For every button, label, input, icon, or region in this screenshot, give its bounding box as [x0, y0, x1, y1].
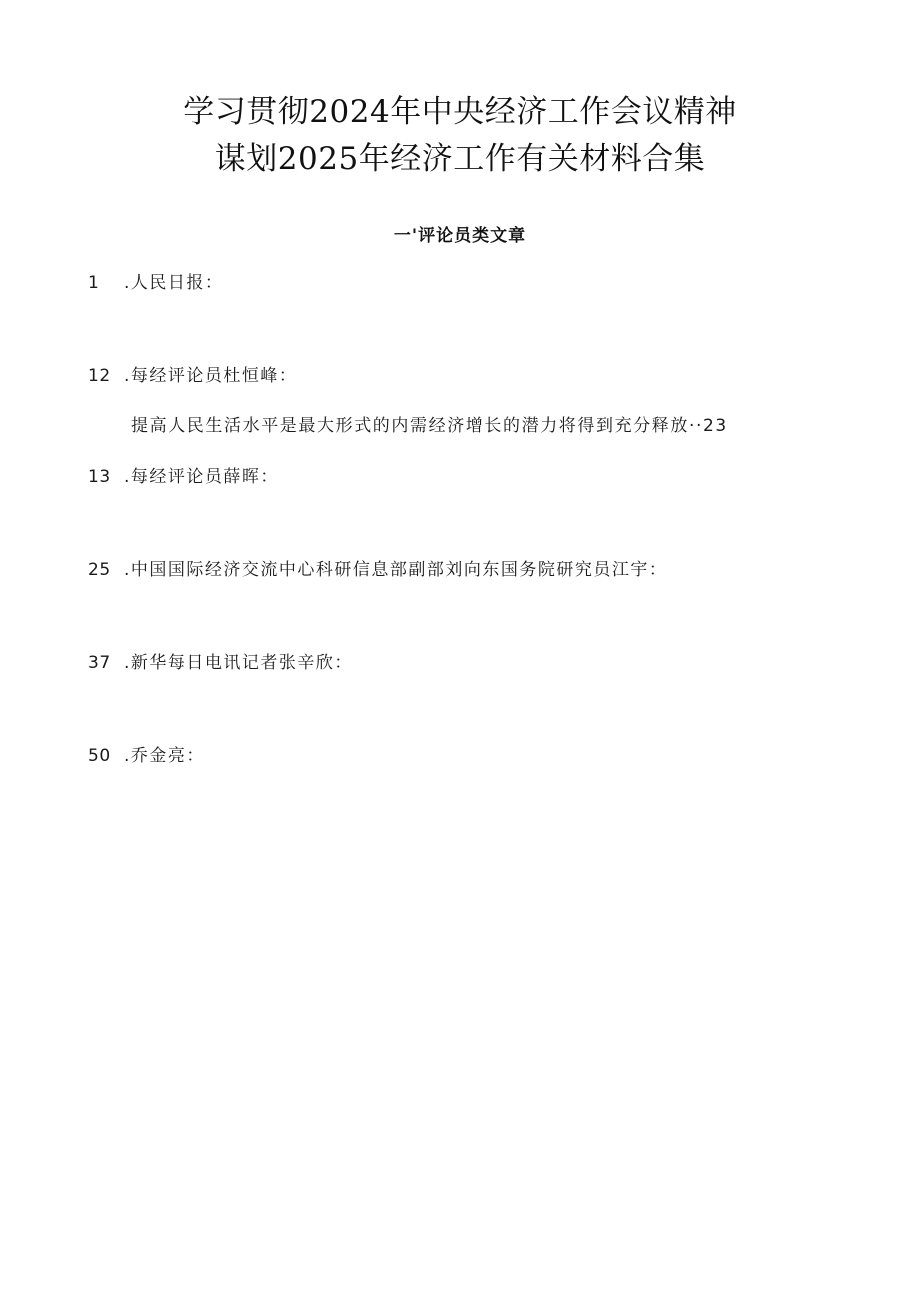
- toc-item-text: 乔金亮：: [130, 746, 205, 766]
- toc-item-number: 25: [88, 560, 111, 580]
- toc-item-number: 37: [88, 653, 111, 673]
- toc-item: [88, 271, 223, 295]
- toc-item-number: 50: [88, 746, 111, 766]
- toc-item-separator: .: [124, 746, 131, 766]
- toc-item: [88, 364, 297, 388]
- toc-sub-entry-page: 23: [703, 416, 728, 436]
- toc-item: [88, 465, 279, 489]
- toc-item-separator: .: [124, 273, 131, 293]
- toc-item-text: 每经评论员薛晖：: [130, 467, 279, 487]
- toc-item-separator: .: [124, 366, 131, 386]
- section-heading: 一'评论员类文章: [393, 226, 527, 246]
- toc-sub-entry: [131, 414, 728, 438]
- toc-item-separator: .: [124, 467, 131, 487]
- toc-item-text: 人民日报：: [130, 273, 224, 293]
- toc-item-text: 每经评论员杜恒峰：: [130, 366, 298, 386]
- toc-item: [88, 744, 205, 768]
- toc-sub-entry-leader: ··: [689, 416, 704, 436]
- toc-item-number: 13: [88, 467, 111, 487]
- toc-item-separator: .: [124, 653, 131, 673]
- document-title-line-1: 学习贯彻2024年中央经济工作会议精神: [183, 94, 737, 130]
- toc-item: [88, 558, 667, 582]
- toc-item: [88, 651, 353, 675]
- toc-item-number: 1: [88, 273, 100, 293]
- toc-sub-entry-text: 提高人民生活水平是最大形式的内需经济增长的潜力将得到充分释放: [131, 416, 689, 436]
- toc-item-text: 新华每日电讯记者张辛欣：: [130, 653, 353, 673]
- toc-item-number: 12: [88, 366, 111, 386]
- toc-item-separator: .: [124, 560, 131, 580]
- document-title-line-2: 谋划2025年经济工作有关材料合集: [214, 141, 706, 177]
- toc-item-text: 中国国际经济交流中心科研信息部副部刘向东国务院研究员江宇：: [130, 560, 668, 580]
